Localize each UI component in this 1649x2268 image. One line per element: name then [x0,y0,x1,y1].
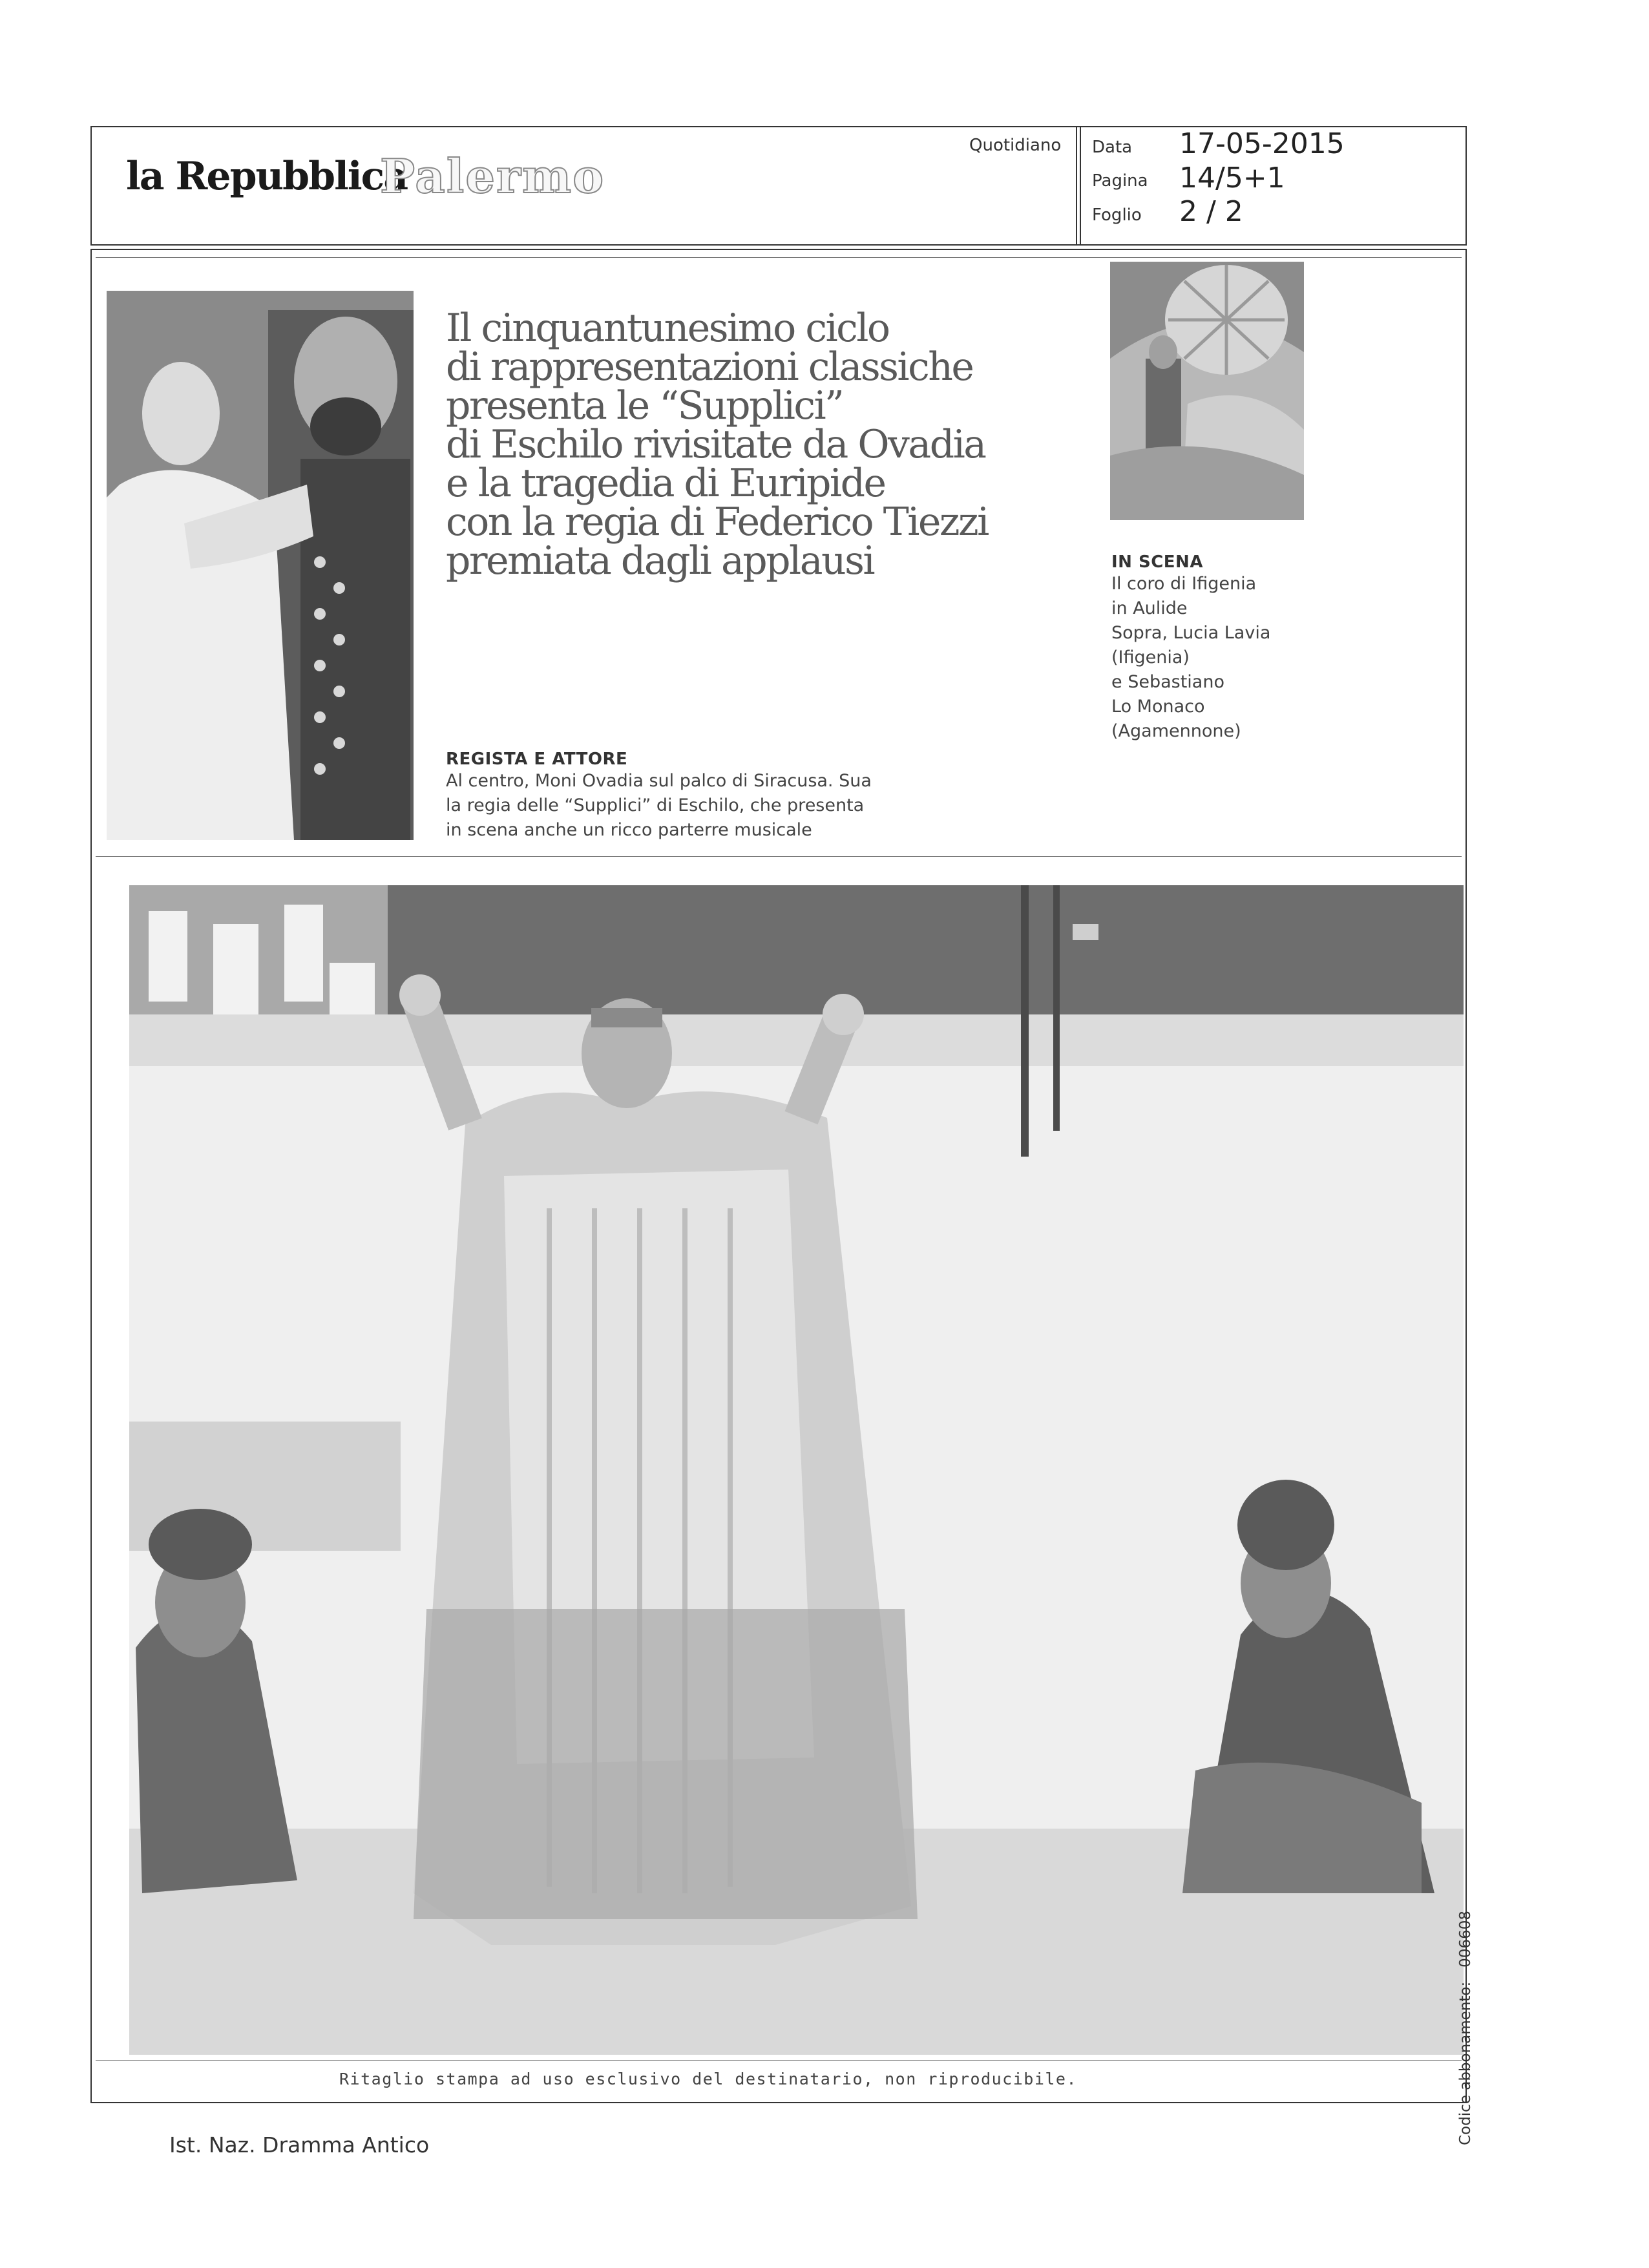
actor-portrait-photo [107,291,414,840]
clipping-usage-notice: Ritaglio stampa ad uso esclusivo del destinatario, non riproducibile. [339,2070,1078,2088]
sheet-value: 2 / 2 [1179,195,1243,228]
headline-line: presenta le “Supplici” [446,383,843,428]
headline-line: di Eschilo rivisitate da Ovadia [446,422,985,467]
headline-line: con la regia di Federico Tiezzi [446,499,988,545]
caption-body: Il coro di Ifigenia in Aulide Sopra, Lucia Lavia (Ifigenia) e Sebastiano Lo Monaco (Agamennone) [1111,574,1271,741]
institution-name: Ist. Naz. Dramma Antico [169,2132,430,2158]
caption-title: IN SCENA [1111,552,1203,572]
newspaper-masthead: la Repubblica [126,154,408,199]
subscription-label: Codice abbonamento: [1457,1981,1474,2145]
main-stage-photo [129,885,1464,2055]
date-label: Data [1092,138,1133,157]
headline-line: di rappresentazioni classiche [446,344,973,390]
caption-body: Al centro, Moni Ovadia sul palco di Siracusa. Sua la regia delle “Supplici” di Eschilo, che presenta in scena anche un ricco parterre musicale [446,771,872,840]
subscription-code: 006608 [1457,1911,1474,1968]
headline-line: Il cinquantunesimo ciclo [446,306,889,351]
caption-title: REGISTA E ATTORE [446,750,628,769]
header-divider [1076,126,1081,246]
chorus-stage-photo [1110,262,1304,520]
bottom-inner-rule [96,2060,1462,2061]
date-value: 17-05-2015 [1179,127,1345,160]
caption-director-actor [446,750,911,843]
subscription-code-vertical [1457,1874,1483,2145]
headline-line: e la tragedia di Euripide [446,461,885,506]
top-inner-rule [96,257,1462,258]
periodicity-label: Quotidiano [969,136,1062,155]
sheet-label: Foglio [1092,205,1142,225]
subscription-text [1457,1911,1474,2145]
page-value: 14/5+1 [1179,162,1285,194]
caption-on-stage [1111,552,1305,744]
article-headline [446,306,1014,583]
page-label: Pagina [1092,171,1148,191]
newspaper-edition: Palermo [380,149,605,204]
middle-inner-rule [96,856,1462,857]
headline-line: premiata dagli applausi [446,538,874,583]
